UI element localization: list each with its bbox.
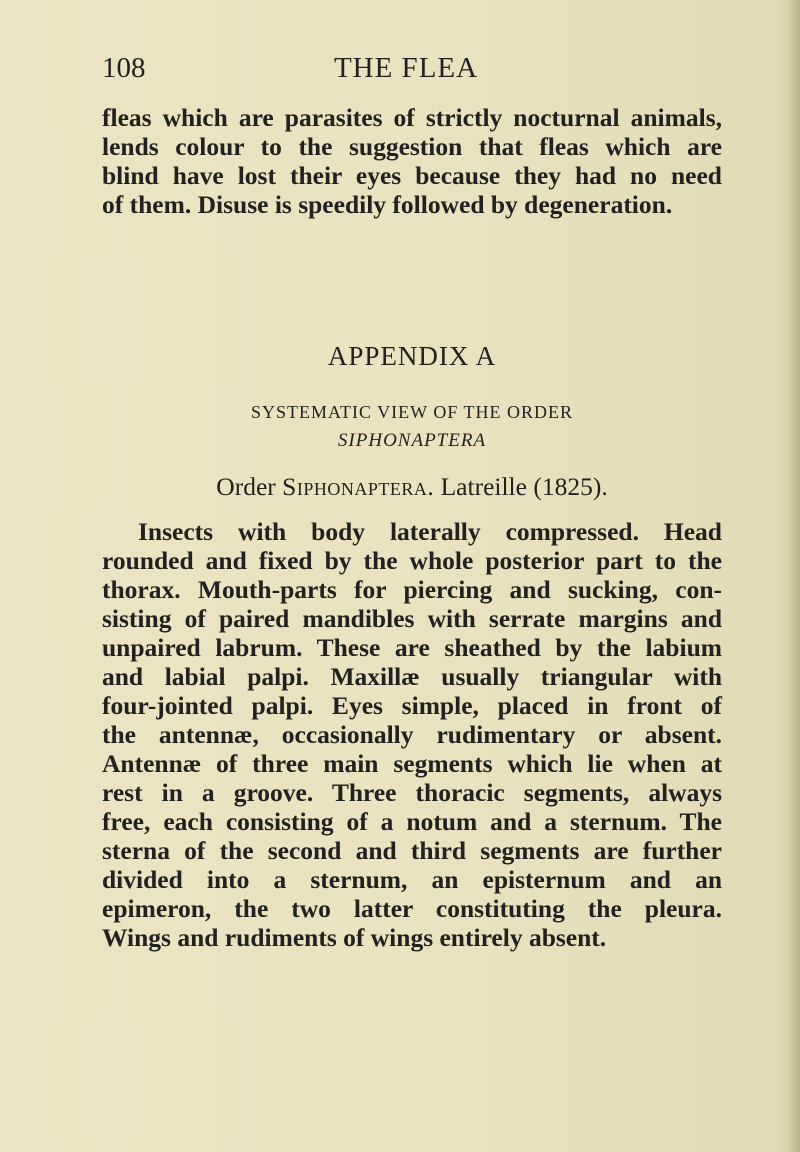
text-line: Insects with body laterally compressed. Head	[138, 517, 722, 546]
text-line: rounded and fixed by the whole posterior part to the	[102, 546, 722, 575]
text-line: fleas which are parasites of strictly nocturnal animals,	[102, 103, 722, 132]
description-paragraph	[102, 517, 722, 952]
order-authority: Latreille (1825).	[434, 472, 608, 501]
appendix-subtitle: SYSTEMATIC VIEW OF THE ORDER	[250, 402, 574, 422]
text-line: thorax. Mouth-parts for piercing and sucking, con-	[102, 575, 722, 604]
text-line: four-jointed palpi. Eyes simple, placed in front of	[102, 691, 722, 720]
page-number: 108	[102, 52, 146, 84]
text-line: and labial palpi. Maxillæ usually triangular with	[102, 662, 722, 691]
text-line: epimeron, the two latter constituting the pleura.	[102, 894, 722, 923]
page-edge-shadow	[788, 0, 800, 1152]
text-line: unpaired labrum. These are sheathed by the labium	[102, 633, 722, 662]
intro-paragraph	[102, 103, 722, 219]
appendix-title: APPENDIX A	[327, 341, 497, 371]
text-line: divided into a sternum, an episternum and an	[102, 865, 722, 894]
text-line: sterna of the second and third segments are further	[102, 836, 722, 865]
order-name-heading: SIPHONAPTERA	[337, 430, 487, 451]
order-prefix: Order	[216, 472, 283, 501]
order-name: Siphonaptera.	[282, 472, 435, 501]
text-line: free, each consisting of a notum and a sternum. The	[102, 807, 722, 836]
text-line: rest in a groove. Three thoracic segments, always	[102, 778, 722, 807]
running-head: THE FLEA	[333, 52, 479, 84]
page-header	[102, 48, 710, 88]
order-line	[102, 472, 722, 502]
text-line: of them. Disuse is speedily followed by degeneration.	[102, 190, 673, 219]
text-line: blind have lost their eyes because they had no need	[102, 161, 722, 190]
text-line: Antennæ of three main segments which lie when at	[102, 749, 722, 778]
text-line: sisting of paired mandibles with serrate margins and	[102, 604, 722, 633]
text-line: the antennæ, occasionally rudimentary or absent.	[102, 720, 722, 749]
text-line: lends colour to the suggestion that fleas which are	[102, 132, 722, 161]
text-line: Wings and rudiments of wings entirely absent.	[102, 923, 607, 952]
